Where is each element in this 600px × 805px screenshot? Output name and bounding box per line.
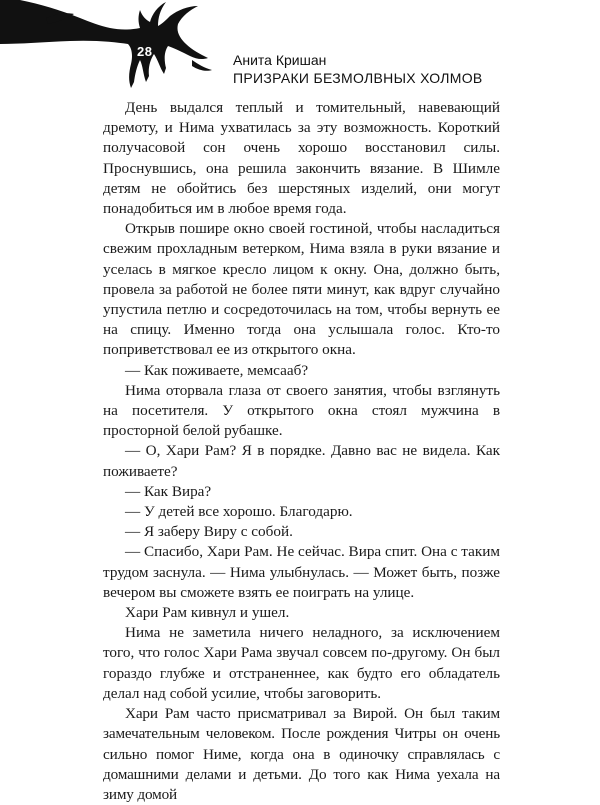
paragraph: — У детей все хорошо. Благодарю.: [125, 503, 353, 521]
paragraph: — О, Хари Рам? Я в порядке. Давно вас не видела. Как поживаете?: [103, 442, 500, 480]
paragraph: Нима оторвала глаза от своего занятия, чтобы взглянуть на посетителя. У открытого окна стоял мужчина в просторной белой рубашке.: [103, 381, 500, 440]
paragraph: День выдался теплый и томительный, навевающий дремоту, и Нима ухватилась за эту возможность. Короткий получасовой сон очень хорошо восстановил силы. Проснувшись, она решила закончить вязание. В Шимле детям не обойтись без шерстяных изделий, они могут понадобиться им в любое время года.: [103, 99, 500, 218]
running-head: [233, 52, 483, 87]
paragraph: Нима не заметила ничего неладного, за исключением того, что голос Хари Рама звучал совсем по-другому. Он был гораздо глубже и отстраненнее, как будто его обладатель делал над собой усилие, чтобы заговорить.: [103, 624, 500, 702]
page-number: 28: [137, 44, 153, 59]
claw-hand-icon: [0, 0, 215, 95]
paragraph: — Как Вира?: [125, 482, 212, 500]
paragraph: — Как поживаете, мемсааб?: [125, 361, 309, 379]
author-name: Анита Кришан: [233, 52, 327, 68]
body-text: [103, 98, 500, 805]
paragraph: Открыв пошире окно своей гостиной, чтобы насладиться свежим прохладным ветерком, Нима взяла в руки вязание и уселась в мягкое кресло лицом к окну. Она, должно быть, провела за работой не более пяти минут, как вдруг случайно упустила петлю и сосредоточилась на том, чтобы вернуть ее на спицу. Именно тогда она услышала голос. Кто-то поприветствовал ее из открытого окна.: [103, 220, 500, 359]
paragraph: — Спасибо, Хари Рам. Не сейчас. Вира спит. Она с таким трудом заснула. — Нима улыбнулась. — Может быть, позже вечером вы сможете взять ее поиграть на улице.: [103, 543, 500, 601]
paragraph: Хари Рам кивнул и ушел.: [125, 604, 290, 622]
book-title: ПРИЗРАКИ БЕЗМОЛВНЫХ ХОЛМОВ: [233, 70, 483, 86]
paragraph: — Я заберу Виру с собой.: [125, 523, 293, 541]
paragraph: Хари Рам часто присматривал за Вирой. Он был таким замечательным человеком. После рождения Читры он очень сильно помог Ниме, когда она в одиночку справлялась с домашними делами и детьми. До того как Нима уехала на зиму домой: [103, 705, 500, 803]
